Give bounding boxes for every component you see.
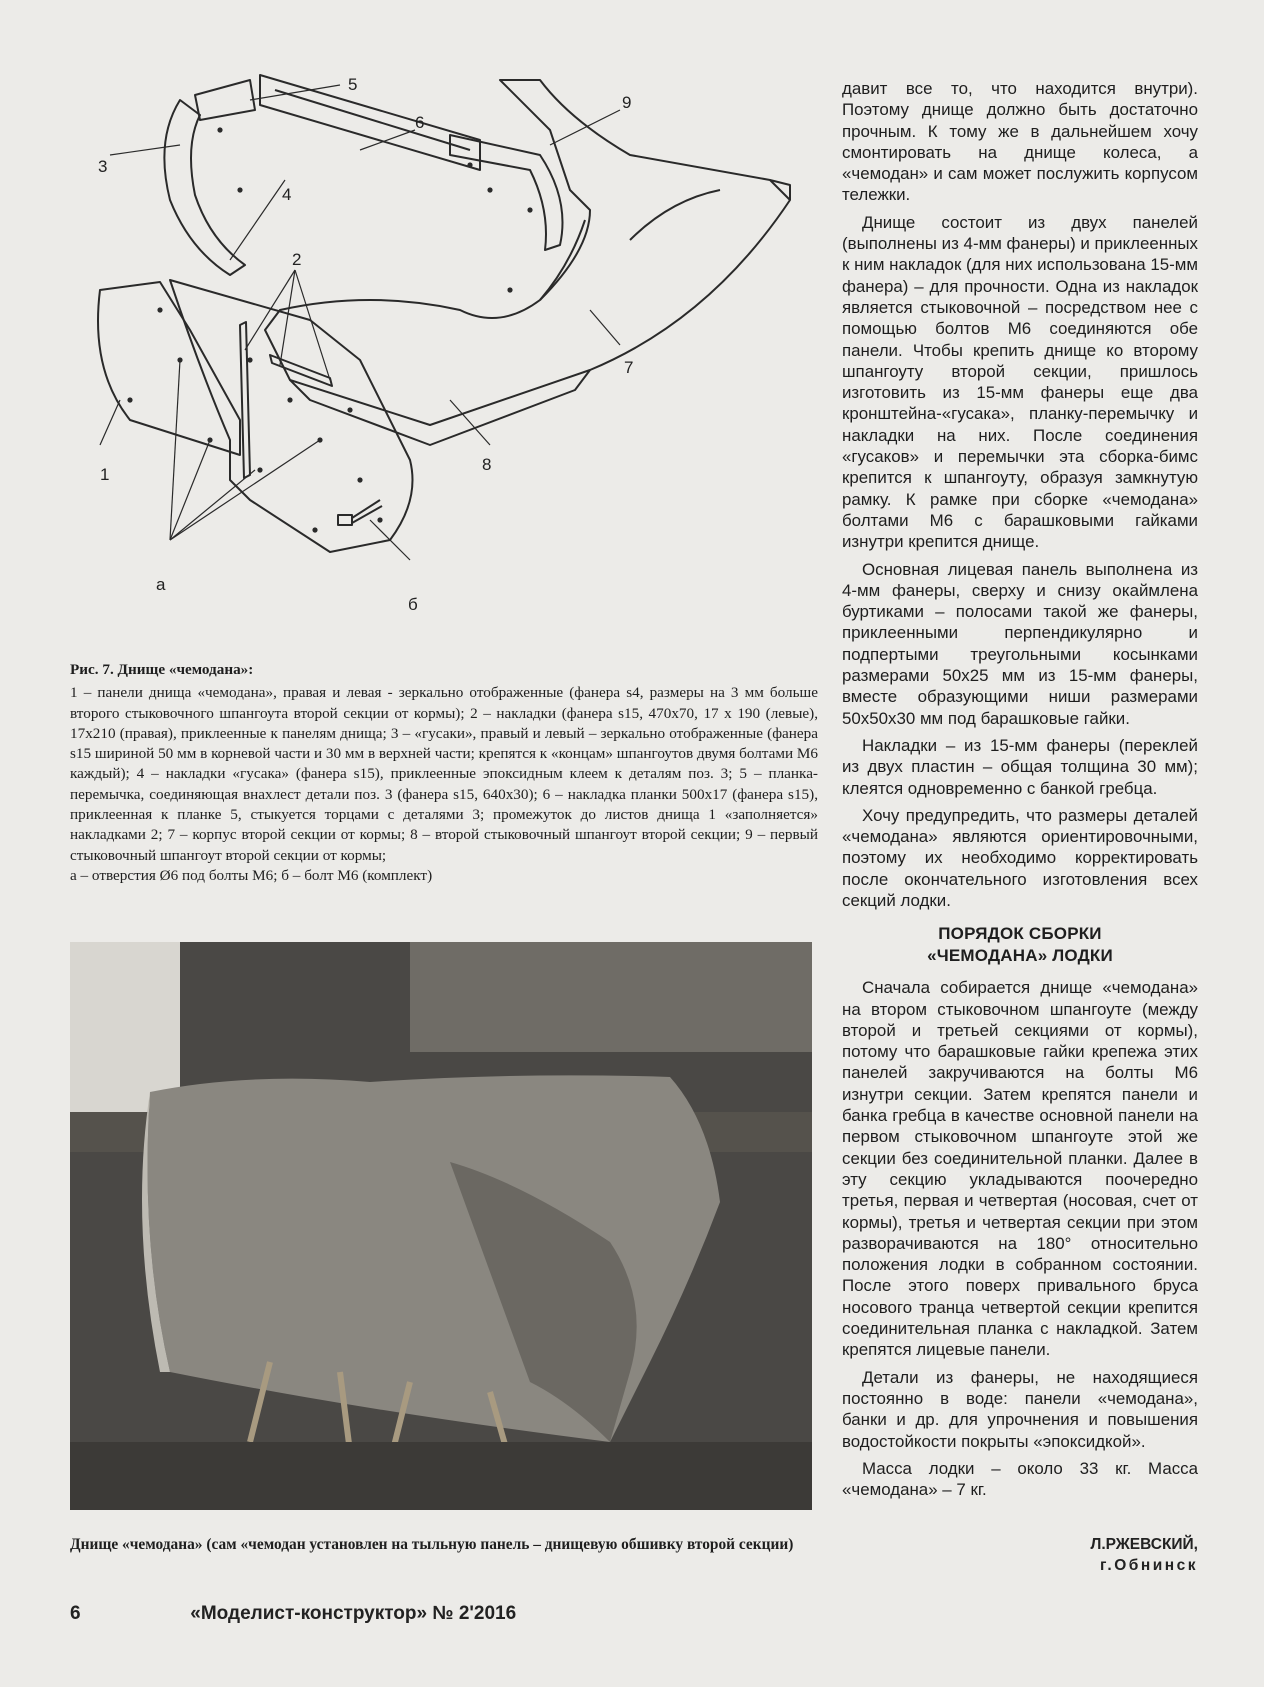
page-footer <box>70 1603 516 1625</box>
callout-6: 6 <box>415 113 425 132</box>
journal-title: «Моделист-конструктор» № 2'2016 <box>190 1603 517 1624</box>
paragraph: Детали из фанеры, не находящиеся постоянно в воде: панели «чемодана», банки и др. для упрочнения и повышения водостойкости покрыты «эпоксидкой». <box>842 1367 1198 1451</box>
callout-2: 2 <box>292 250 302 269</box>
author-city: г.Обнинск <box>1100 1557 1198 1574</box>
callout-8: 8 <box>482 455 492 474</box>
section-heading <box>842 923 1198 967</box>
callout-1: 1 <box>100 465 110 484</box>
section-heading-line-2: «ЧЕМОДАНА» ЛОДКИ <box>927 946 1113 966</box>
figure-caption-title: Рис. 7. Днище «чемодана»: <box>70 661 254 678</box>
paragraph: Днище состоит из двух панелей (выполнены из 4-мм фанеры) и приклеенных к ним накладок (для них использована 15-мм фанера) – для прочности. Одна из накладок является стыковочной – посредством нее с помощью болтов М6 соединяются обе панели. Чтобы крепить днище ко второму шпангоуту второй секции, пришлось изготовить из 15-мм фанеры еще два кронштейна-«гусака», планку-перемычку и накладки на них. После соединения «гусаков» и перемычки эта сборка-бимс крепится к шпангоуту, образуя замкнутую рамку. К рамке при сборке «чемодана» болтами М6 с барашковыми гайками изнутри крепится днище. <box>842 212 1198 552</box>
callout-a: а <box>156 575 166 594</box>
figure-caption-text: 1 – панели днища «чемодана», правая и левая - зеркально отображенные (фанера s4, размеры на 3 мм больше второго стыковочного шпангоута второй секции от кормы); 2 – накладки (фанера s15, 470x70, 17 x 190 (левые), 17x210 (правая), приклеенные к панелям днища; 3 – «гусаки», правый и левый – зеркально отображенные (фанера s15 шириной 50 мм в корневой части и 30 мм в верхней части; крепятся к «концам» шпангоутов двумя болтами М6 каждый); 4 – накладки «гусака» (фанера s15), приклеенные эпоксидным клеем к деталям поз. 3; 5 – планка-перемычка, соединяющая внахлест детали поз. 3 (фанера s15, 640x30); 6 – накладка планки 500x17 (фанера s15), приклеенная к планке 5, стыкуется торцами с деталями 3; промежуток до листов днища 1 «заполняется» накладками 2; 7 – корпус второй секции от кормы; 8 – второй стыковочный шпангоут второй секции; 9 – первый стыковочный шпангоут второй секции от кормы; <box>70 684 818 864</box>
paragraph: Накладки – из 15-мм фанеры (переклей из двух пластин – общая толщина 30 мм); клеятся одновременно с банкой гребца. <box>842 735 1198 798</box>
page-number: 6 <box>70 1603 81 1624</box>
author-signature <box>1090 1534 1198 1576</box>
paragraph: Сначала собирается днище «чемодана» на втором стыковочном шпангоуте (между второй и третьей секциями от кормы), потому что барашковые гайки крепежа этих панелей закручиваются на болты М6 изнутри секции. Затем крепятся панели и банка гребца в качестве основной панели на первом стыковочном шпангоуте этой же секции без соединительной планки. Далее в эту секцию укладываются поочередно третья, первая и четвертая (носовая, счет от кормы), третья и четвертая секции при этом разворачиваются на 180° относительно положения лодки в собранном состоянии. После этого поверх привального бруса носового транца четвертой секции крепится соединительная планка с накладкой. Затем крепятся лицевые панели. <box>842 978 1198 1360</box>
callout-4: 4 <box>282 185 292 204</box>
figure-caption-note: а – отверстия Ø6 под болты М6; б – болт М6 (комплект) <box>70 866 433 884</box>
article-column <box>842 78 1198 1506</box>
callout-7: 7 <box>624 358 634 377</box>
figure-caption <box>70 660 818 886</box>
callout-b: б <box>408 595 418 614</box>
author-name: Л.РЖЕВСКИЙ, <box>1090 1536 1198 1553</box>
callout-3: 3 <box>98 157 108 176</box>
photo <box>70 942 812 1510</box>
paragraph: Хочу предупредить, что размеры деталей «чемодана» являются ориентировочными, поэтому их необходимо корректировать после окончательного изготовления всех секций лодки. <box>842 805 1198 910</box>
paragraph: Масса лодки – около 33 кг. Масса «чемодана» – 7 кг. <box>842 1458 1198 1500</box>
photo-caption: Днище «чемодана» (сам «чемодан установлен на тыльную панель – днищевую обшивку второй секции) <box>70 1536 794 1553</box>
paragraph: Основная лицевая панель выполнена из 4-мм фанеры, сверху и снизу окаймлена буртиками – полосами такой же фанеры, приклеенными перпендикулярно и подпертыми треугольными косынками размерами 50x25 мм из 15-мм фанеры, вместе образующими ниши размерами 50x50x30 мм под барашковые гайки. <box>842 559 1198 728</box>
exploded-drawing <box>70 60 840 660</box>
callout-9: 9 <box>622 93 632 112</box>
section-heading-line-1: ПОРЯДОК СБОРКИ <box>938 924 1102 944</box>
paragraph: давит все то, что находится внутри). Поэтому днище должно быть достаточно прочным. К тому же в дальнейшем хочу смонтировать на днище колеса, а «чемодан» и сам может послужить корпусом тележки. <box>842 79 1198 205</box>
callout-5: 5 <box>348 75 358 94</box>
